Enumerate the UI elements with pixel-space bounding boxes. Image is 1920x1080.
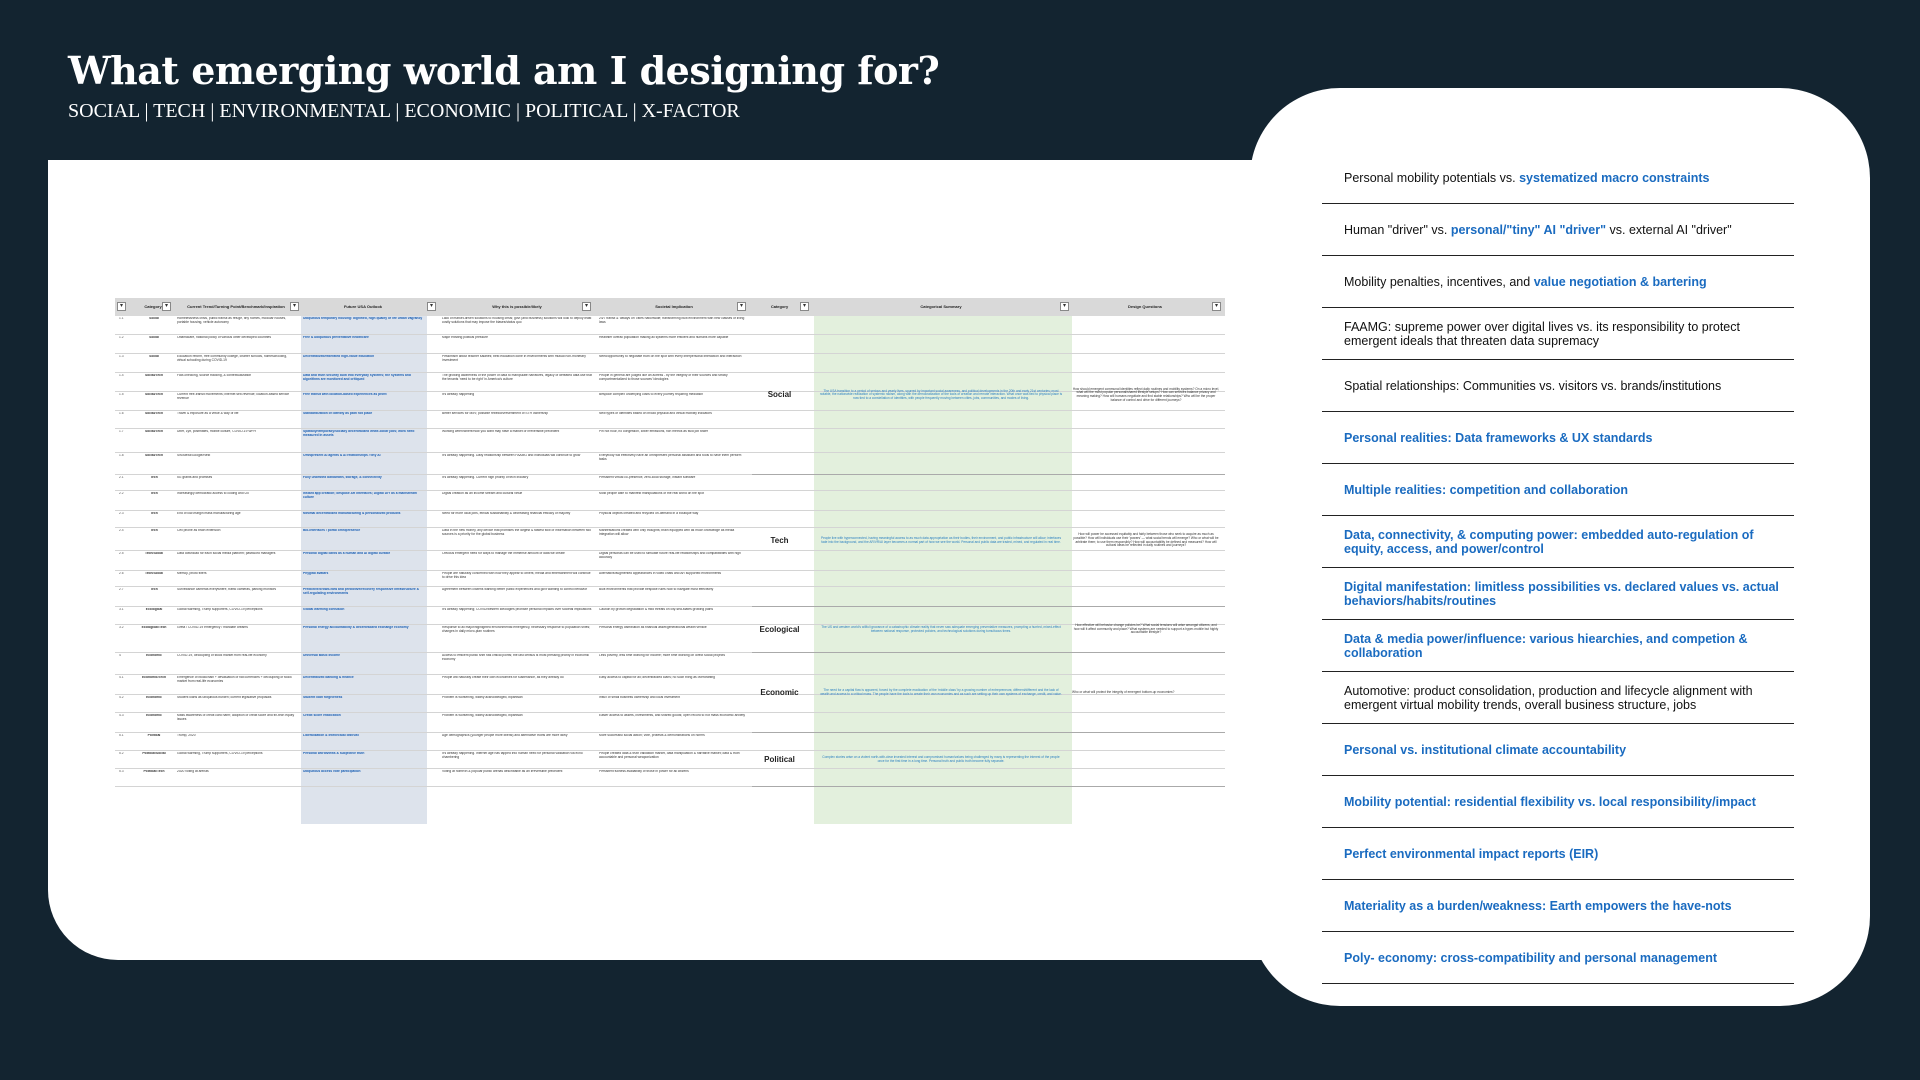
header-design-questions: Design Questions xyxy=(1127,304,1162,310)
group-design-questions xyxy=(1070,733,1222,786)
group-design-questions: How effective will behavior change policies be? What social tensions will arise amongst citizens, and how will it affect community and place? What systems are needed to support a hyper-mobile but highly accountable lifestyle? xyxy=(1073,623,1219,635)
row-current-trend: Obamacare, national policy of various other developed countries xyxy=(177,336,272,339)
row-why-possible: People are naturally concerned with how they appear to others; media and entertainment will continue to drive this idea xyxy=(442,572,591,579)
row-why-possible: Better services for MoV; possible rebellion/resentment of STH ownership xyxy=(442,412,548,415)
tension-text xyxy=(1344,431,1652,445)
tension-item xyxy=(1322,828,1794,880)
row-future-outlook: Predictive/crowd-flow and predictive/recovery responsive infrastructure & self-regulating environments xyxy=(303,588,419,595)
row-category: Social/Tech xyxy=(144,454,164,457)
tension-plain-text: Mobility penalties, incentives, and xyxy=(1344,274,1534,289)
group-category-label: Economic xyxy=(760,687,799,697)
row-category: Social xyxy=(149,355,159,358)
row-societal-implication: Pin not hour, no congestion, lower emissions, rich metros as fluid job tower xyxy=(599,430,709,433)
row-category: Political/Social xyxy=(142,752,166,755)
row-category: Social/Tech xyxy=(144,412,164,415)
row-category: Social xyxy=(149,336,159,339)
row-current-trend: Greta / COVID-19 emergency / mandate dreams xyxy=(177,626,248,629)
tension-item xyxy=(1322,516,1794,568)
row-societal-implication: Less poverty, less time working for income; more time working on direct social projects xyxy=(599,654,725,657)
row-category: Economic/Tech xyxy=(141,676,167,679)
row-category: Social xyxy=(149,317,159,320)
header-group-category: Category xyxy=(770,304,789,310)
row-why-possible: It's already happening. Current high priority of tech industry xyxy=(442,476,529,479)
tension-item xyxy=(1322,724,1794,776)
header-future-outlook: Future USA Outlook xyxy=(343,304,383,310)
row-future-outlook: Global warming confusion xyxy=(303,608,345,611)
row-societal-implication: Manifestations created with only thoughts; brain equipped with as much knowledge as media integration will allow xyxy=(599,529,735,536)
row-number: 2.2 xyxy=(119,492,124,495)
row-number: 1.4 xyxy=(119,374,124,377)
tension-item xyxy=(1322,620,1794,672)
row-number: 1.2 xyxy=(119,336,124,339)
row-number: 5.3 xyxy=(119,770,124,773)
tension-plain-text: Personal mobility potentials vs. xyxy=(1344,170,1520,185)
row-number: 2.1 xyxy=(119,476,124,479)
tension-text xyxy=(1344,483,1628,497)
row-current-trend: Siri/Alexa/Google/Nest xyxy=(177,454,211,457)
row-category: Economic xyxy=(146,696,162,699)
filter-dropdown-icon[interactable]: ▾ xyxy=(737,302,746,311)
row-future-outlook: Decentralized/federated high-value education xyxy=(303,355,375,358)
row-why-possible: People will naturally create their own economies for sustenance, as they already do xyxy=(442,676,564,679)
row-societal-implication: Easier access to assets, investments, and shared goods; open record to not mass economic anxiety xyxy=(599,714,746,717)
row-category: Social/Tech xyxy=(144,393,164,396)
row-societal-implication: Need/opportunity to negotiate truth on the spot with every interpersonal interaction and interaction xyxy=(599,355,742,358)
tension-text xyxy=(1344,847,1598,861)
filter-dropdown-icon[interactable]: ▾ xyxy=(582,302,591,311)
group-category-label: Ecological xyxy=(759,624,800,634)
filter-dropdown-icon[interactable]: ▾ xyxy=(162,302,171,311)
row-why-possible: The growing awareness of the power of data to manipulate narratives, legacy of defeated data use that the tenants 'need to be right' in America's culture xyxy=(442,374,592,381)
tension-highlight: Personal vs. institutional climate accountability xyxy=(1344,742,1627,757)
row-current-trend: COVID-19, decoupling of stock market from real-life economy xyxy=(177,654,267,657)
row-category: Tech/Social xyxy=(144,552,164,555)
row-why-possible: Data in the new money, any device that promises the largest & fastest flow of information between two sources is a priority for the global business xyxy=(442,529,591,536)
row-future-outlook: Personal digital cards as a human and AI digital curator xyxy=(303,552,391,555)
tension-item xyxy=(1322,672,1794,724)
header-why-possible: Why this is possible/likely xyxy=(492,304,542,310)
row-number: 2.7 xyxy=(119,588,124,591)
tension-plain-text: vs. external AI "driver" xyxy=(1606,222,1732,237)
group-category-label: Tech xyxy=(770,535,789,545)
row-why-possible: It's already happening. Internet age has tapped into human need for personal validation via echo chambering xyxy=(442,752,583,759)
row-future-outlook: Liberalization & intellectual distrust xyxy=(303,734,359,737)
row-current-trend: Student loans as ubiquitous burden; current legislative proposals xyxy=(177,696,272,699)
category-group xyxy=(752,607,1225,653)
row-societal-implication: Physical objects created and recycled on-demand in a boutique way xyxy=(599,512,699,515)
row-future-outlook: Data and truth security built into everyday systems; the systems and algorithms are monitored and critiqued xyxy=(303,374,411,381)
row-number: 2.3 xyxy=(119,512,124,515)
tension-item xyxy=(1322,880,1794,932)
row-societal-implication: Personal energy distribution as financial asset/generational wealth vehicle xyxy=(599,626,707,629)
design-tensions-list xyxy=(1322,152,1794,984)
row-current-trend: End of low-margin mass manufacturing age xyxy=(177,512,241,515)
row-category: Tech xyxy=(150,512,158,515)
filter-dropdown-icon[interactable]: ▾ xyxy=(800,302,809,311)
row-category: Social/Tech xyxy=(144,374,164,377)
tension-highlight: Multiple realities: competition and collaboration xyxy=(1344,482,1629,497)
row-category: Ecological xyxy=(145,608,163,611)
row-why-possible: Digital creation as an income stream and cultural virtue xyxy=(442,492,523,495)
trend-spreadsheet xyxy=(115,298,1225,824)
tension-item xyxy=(1322,308,1794,360)
group-summary: People live with hyperconnected, having meaningful access to as much data appropriation as their bodies, their environment, and public infrastructure will allow; interfaces fade into the background, and the AR/VR/AI layer becomes a normal part of how we see the world. Personal and public data are traded, mined, and regulated in real time. xyxy=(820,535,1062,544)
row-societal-implication: Influx of small business ownership and local investment xyxy=(599,696,680,699)
group-category-label: Political xyxy=(764,754,795,764)
row-category: Political/Tech xyxy=(143,770,165,773)
row-number: 4.3 xyxy=(119,714,124,717)
tension-plain-text: FAAMG: supreme power over digital lives vs. its responsibility to protect emergent ideals that threaten data supremacy xyxy=(1344,319,1740,348)
tension-item xyxy=(1322,776,1794,828)
group-design-questions: Who or what will protect the integrity of emergent bottom-up economies? xyxy=(1072,689,1175,694)
row-why-possible: Problem is worsening, widely acknowledged, bipartisan xyxy=(442,714,523,717)
tension-highlight: Mobility potential: residential flexibility vs. local responsibility/impact xyxy=(1344,794,1756,809)
tension-item xyxy=(1322,152,1794,204)
tension-highlight: Digital manifestation: limitless possibilities vs. declared values vs. actual behaviors/habits/routines xyxy=(1344,579,1779,608)
row-number: 1.1 xyxy=(119,317,124,320)
row-current-trend: Uber, Lyft, postmates, mobile culture, COVID-19 WFH xyxy=(177,430,256,433)
row-societal-implication: Most people able to manifest manipulations of the real world on the spot xyxy=(599,492,705,495)
row-number: 1.3 xyxy=(119,355,124,358)
tension-plain-text: Automotive: product consolidation, production and lifecycle alignment with emergent virtual mobility trends, overall business structure, jobs xyxy=(1344,683,1753,712)
category-group xyxy=(752,733,1225,787)
row-why-possible: Problem is worsening, widely acknowledged, bipartisan xyxy=(442,696,523,699)
row-category: Tech xyxy=(150,492,158,495)
row-current-trend: Data download for each social media platform; password managers xyxy=(177,552,276,555)
row-future-outlook: Universal Basic Income xyxy=(303,654,341,657)
row-societal-implication: People created data & truth validation market, data manipulation & narrative market; data & truth accountable and personal weaponization xyxy=(599,752,740,759)
row-why-possible: Major existing political pressure xyxy=(442,336,488,339)
tension-item xyxy=(1322,568,1794,620)
tension-item xyxy=(1322,412,1794,464)
tension-highlight: Personal realities: Data frameworks & UX standards xyxy=(1344,430,1653,445)
row-category: Economic xyxy=(146,714,162,717)
page-title: What emerging world am I designing for? xyxy=(68,48,940,93)
row-number: 2.4 xyxy=(119,529,124,532)
row-why-possible: It's already happening; COVID/western ideologies prioritize personal impacts over societal implications xyxy=(442,608,592,611)
row-current-trend: 2020 voting at arenas xyxy=(177,770,209,773)
tension-highlight: Data, connectivity, & computing power: embedded auto-regulation of equity, access, and power/control xyxy=(1344,527,1754,556)
filter-dropdown-icon[interactable]: ▾ xyxy=(290,302,299,311)
row-future-outlook: Free & ubiquitous preventative healthcare xyxy=(303,336,369,339)
row-future-outlook: Ubiquitous temporary housing: dignified, high quality of life urban vagrancy xyxy=(303,317,423,320)
tension-highlight: Perfect environmental impact reports (EIR) xyxy=(1344,846,1599,861)
row-societal-implication: Persistent virtual co-presence, zero-local storage, instant software xyxy=(599,476,696,479)
header-categorical-summary: Categorical Summary xyxy=(920,304,962,310)
row-number: 1.8 xyxy=(119,454,124,457)
tension-text xyxy=(1344,379,1721,393)
row-current-trend: Emergence of blockchain + devaluation of fiat currencies + decoupling of stock market from real-life economies xyxy=(177,676,292,683)
row-societal-implication: Caution by growth degradation & mild threats on city-sea-states growing pains xyxy=(599,608,713,611)
row-future-outlook: Spatially/temporally/socially decentralized white-collar jobs; work need measured in assets xyxy=(303,430,415,437)
row-why-possible: Working when/where/how you want may have a market or irreversible precedent xyxy=(442,430,560,433)
row-societal-implication: 24/7 transit & 'always on' cities nationwide; transforming built environment with new classes of living laws xyxy=(599,317,745,324)
row-why-possible: Need for more local jobs, ethical sustainability & decreasing financial efficacy of majority xyxy=(442,512,571,515)
row-category: Ecological/Tech xyxy=(141,626,167,629)
row-societal-implication: New types of identities based on broad physical and virtual mobility indicators xyxy=(599,412,712,415)
row-why-possible: Lack of market-driven solutions to housing crisis; govt (and business) solutions will look to deploy least costly solutions that may impose the biases/status quo xyxy=(442,317,592,324)
row-why-possible: Voting at home/in & popular public arenas describable as an irreversible precedent xyxy=(442,770,563,773)
row-current-trend: Increasingly democratic access to coding and UX xyxy=(177,492,250,495)
group-design-questions: How should emergent communal identities reflect daily routines and mobility systems? On a micro level, what will the most popular personal/shared lifestyle setups? How can services balance privacy and meaning making? How will humans negotiate and find stable relationships? Who will be the proper balance of control and drive for different journeys? xyxy=(1072,386,1220,402)
row-societal-implication: More successful social action; vote, protests & demonstrations on norms xyxy=(599,734,705,737)
row-future-outlook: Decentralized banking & finance xyxy=(303,676,354,679)
row-category: Tech xyxy=(150,588,158,591)
row-societal-implication: Persistent fullness availability of those in power for all citizens xyxy=(599,770,689,773)
row-why-possible: Pessimism about teacher salaries; best education done in environments with mutual non-monetary investment xyxy=(442,355,586,362)
row-societal-implication: Healthier overall population making all systems more efficient and humans more capable xyxy=(599,336,729,339)
row-future-outlook: Credit score eradication xyxy=(303,714,341,717)
tension-item xyxy=(1322,360,1794,412)
tension-text xyxy=(1344,684,1794,712)
row-number: 4 xyxy=(119,654,121,657)
row-current-trend: 5G grants and promises xyxy=(177,476,213,479)
header-current-trend: Current Trend/Turning Point/Benchmark/Inspiration xyxy=(187,304,285,310)
row-societal-implication: Built environments that provide bespoke rules how to navigate most effectively xyxy=(599,588,714,591)
row-current-trend: Memoji, photo filters xyxy=(177,572,207,575)
tension-text xyxy=(1344,951,1717,965)
row-current-trend: Mass awareness of credit card harm; adoption of credit score and fin-tech equity issues xyxy=(177,714,295,721)
header-societal-implication: Societal Implication xyxy=(655,304,693,310)
row-current-trend: Current free-transit movements; internet self-revenue; location-based service revenue xyxy=(177,393,290,400)
filter-dropdown-icon[interactable]: ▾ xyxy=(1212,302,1221,311)
tension-text xyxy=(1344,223,1732,237)
row-current-trend: Education reform, free community college, charter schools, homeschooling, virtual schooling during COVID-19 xyxy=(177,355,287,362)
page-subtitle: SOCIAL | TECH | ENVIRONMENTAL | ECONOMIC | POLITICAL | X-FACTOR xyxy=(68,100,740,122)
row-number: 1.5 xyxy=(119,393,124,396)
row-category: Tech xyxy=(150,476,158,479)
tension-text xyxy=(1344,795,1756,809)
row-why-possible: It's already happening xyxy=(442,393,475,396)
row-future-outlook: Minimal decentralized manufacturing & personalized products xyxy=(303,512,401,515)
filter-dropdown-icon[interactable]: ▾ xyxy=(427,302,436,311)
tension-text xyxy=(1344,580,1794,608)
row-future-outlook: Omnipresent AI agents & AI relationships / tiny AI xyxy=(303,454,381,457)
row-why-possible: Obvious emergent need for ways to manage the immense amount of data we create xyxy=(442,552,565,555)
row-number: 4.2 xyxy=(119,696,124,699)
group-summary: The need for a capital flow is apparent, forced by the complete eradication of the 'middle class' by a growing number of entrepreneurs; different/different and the lack of wealth and access to a critical mass. The people have the tools to create their own economies and as such are setting up their own systems of exchange, credit, and value. xyxy=(820,687,1062,696)
row-number: 1.7 xyxy=(119,430,124,433)
row-why-possible: Response to all major/highlighted environmental emergency, necessary response to population shifts; changes in daily micro-plan routines xyxy=(442,626,591,633)
tension-text xyxy=(1344,899,1732,913)
row-societal-implication: People in general are judged like an actress - by the integrity of their sources and strictly compartmentalized to those sources' ideologies xyxy=(599,374,728,381)
row-current-trend: Cell phone as brain extension xyxy=(177,529,221,532)
row-societal-implication: Everybody will effectively have an omnipresent personal assistant and tools to have them perform tasks xyxy=(599,454,742,461)
tension-highlight: Data & media power/influence: various hiearchies, and competion & collaboration xyxy=(1344,631,1748,660)
row-future-outlook: Free transit with location-based experiences as profit xyxy=(303,393,387,396)
row-number: 2.5 xyxy=(119,552,124,555)
category-group xyxy=(752,653,1225,733)
row-future-outlook: Standardization of identity as path not place xyxy=(303,412,373,415)
row-societal-implication: Easy access to capital for all; decentralized loans; no such thing as overdrafting xyxy=(599,676,716,679)
row-number: 1.6 xyxy=(119,412,124,415)
tension-item xyxy=(1322,932,1794,984)
group-summary: The USA transition to a period of serious and yearly lives, spurred by important social awareness, and political developments in the 20th and early 21st centuries; most notable, the nationwide realization of systemic racism, along with the democratization of the tools of creation and remote interaction. What once was tied to physical place is now tied to a constellation of identities, with people frequently moving between cities, jobs, communities, and modes of living. xyxy=(819,388,1063,400)
row-current-trend: Global warming, Trump supporters, COVID-19 perceptions xyxy=(177,752,263,755)
tension-text xyxy=(1344,275,1707,289)
tension-text xyxy=(1344,632,1794,660)
row-current-trend: Fact-checking, source tracking, & contextualization xyxy=(177,374,252,377)
sheet-header-row xyxy=(115,298,1225,316)
row-future-outlook: Personal energy accountability & decentralized exchange economy xyxy=(303,626,409,629)
row-why-possible: Agreement between citizens wanting better public experiences and govt wanting to control behavior xyxy=(442,588,588,591)
tension-highlight: systematized macro constraints xyxy=(1519,170,1710,185)
row-current-trend: Surveillance cameras everywhere, traffic cameras, parking monitors xyxy=(177,588,277,591)
row-future-outlook: Fully unlimited bandwidth, storage, & connectivity xyxy=(303,476,382,479)
row-current-trend: Global warming, Trump supporters, COVID-19 perceptions xyxy=(177,608,263,611)
row-current-trend: Travel & exposure as a virtue & way of life xyxy=(177,412,239,415)
row-current-trend: Homelessness crisis, public transit as refuge, tiny homes, modular houses, portable housing, vehicle autonomy xyxy=(177,317,287,324)
row-number: 4.1 xyxy=(119,676,124,679)
row-future-outlook: Student loan forgiveness xyxy=(303,696,343,699)
filter-dropdown-icon[interactable]: ▾ xyxy=(117,302,126,311)
row-why-possible: Access to efficient public shift has critical points; the last census is most pressing priority in economic economy xyxy=(442,654,590,661)
row-societal-implication: Bespoke complex underlying costs to every journey requiring mediation xyxy=(599,393,704,396)
tension-text xyxy=(1344,743,1626,757)
tension-highlight: Materiality as a burden/weakness: Earth empowers the have-nots xyxy=(1344,898,1732,913)
category-group xyxy=(752,475,1225,607)
row-societal-implication: Alternative/augmented appearances in video chats and AR supported environments xyxy=(599,572,722,575)
tension-highlight: Poly- economy: cross-compatibility and personal management xyxy=(1344,950,1718,965)
group-category-label: Social xyxy=(767,390,792,400)
row-category: Economic xyxy=(146,654,162,657)
tension-text xyxy=(1344,528,1794,556)
tension-plain-text: Human "driver" vs. xyxy=(1344,222,1451,237)
row-future-outlook: Phygital avatars xyxy=(303,572,329,575)
tension-plain-text: Spatial relationships: Communities vs. visitors vs. brands/institutions xyxy=(1344,378,1722,393)
group-design-questions: How will power be accessed equitably and fairly between those who seek to acquire as much as possible? How will individuals use their 'powers' — what social trends will emerge? Who or what will be arbitrate them; to use them responsibly? How will accountability be defined and measured? How will cultural ideas be reflected in daily routines and journeys? xyxy=(1073,532,1219,548)
group-summary: Complex stories arise on a violent north-with-clear invested interest and compromised human/values being challenged by many is representing the interest of the people once for the first time in a long time. Personal truth and public truth become fully separate. xyxy=(822,754,1060,763)
row-future-outlook: Personal worldviews & subjective truth xyxy=(303,752,365,755)
row-category: Tech/Social xyxy=(144,572,164,575)
row-future-outlook: Ubiquitous access vote participation xyxy=(303,770,361,773)
tension-highlight: value negotiation & bartering xyxy=(1533,274,1707,289)
row-category: Social/Tech xyxy=(144,430,164,433)
category-group xyxy=(752,316,1225,475)
row-current-trend: Trump, 2020 xyxy=(177,734,196,737)
header-category: Category xyxy=(144,304,162,310)
tension-item xyxy=(1322,256,1794,308)
row-category: Tech xyxy=(150,529,158,532)
tension-item xyxy=(1322,464,1794,516)
row-societal-implication: Digital personas can be used to simulate future real-life relationships and compatibilities with high accuracy xyxy=(599,552,741,559)
row-number: 2.6 xyxy=(119,572,124,575)
row-why-possible: It's already happening. Daily relationship between FAAMG and individuals will continue to grow xyxy=(442,454,581,457)
row-number: 5.2 xyxy=(119,752,124,755)
row-number: 3.2 xyxy=(119,626,124,629)
row-category: Political xyxy=(147,734,161,737)
tension-highlight: personal/"tiny" AI "driver" xyxy=(1450,222,1607,237)
tension-text xyxy=(1344,171,1709,185)
row-why-possible: Age demographics (younger people more liberal) and alternative truths are more likely xyxy=(442,734,568,737)
row-future-outlook: Instant app creation; bespoke AR interfaces; Digital DIY as a mainstream culture xyxy=(303,492,417,499)
group-summary: The US and western world's willful ignorance of a catastrophic climate reality that never saw adequate emerging preventative measures, prompting a hurried, mixed-effect between national response, protected policies, and technological solutions during tumultuous times. xyxy=(821,624,1061,633)
tension-item xyxy=(1322,204,1794,256)
tension-text xyxy=(1344,320,1794,348)
filter-dropdown-icon[interactable]: ▾ xyxy=(1060,302,1069,311)
row-future-outlook: Bio-interfaces / portal omnipresence xyxy=(303,529,361,532)
row-number: 3.1 xyxy=(119,608,124,611)
row-number: 5.1 xyxy=(119,734,124,737)
